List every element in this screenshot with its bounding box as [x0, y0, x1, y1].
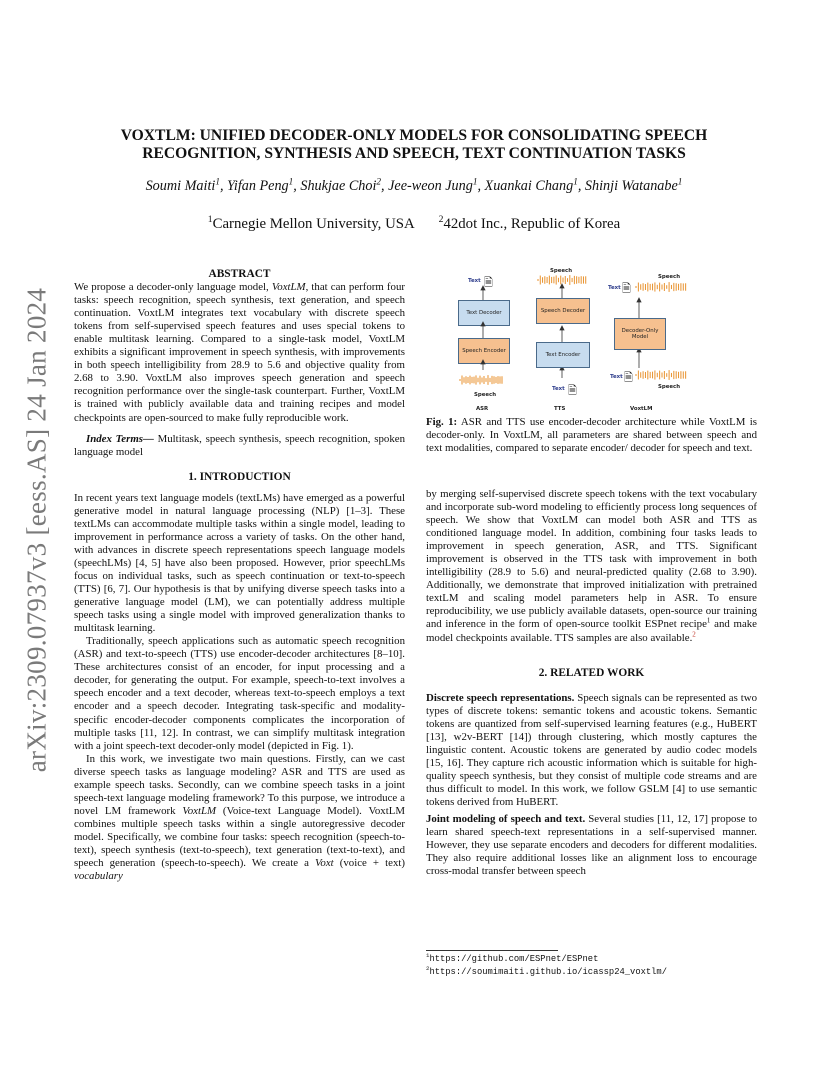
affiliations: $^1$Carnegie Mellon University, USA $^2$42dot Inc., Republic of Korea — [207, 214, 621, 232]
asr-speech-encoder: Speech Encoder — [458, 338, 510, 364]
footnote-link[interactable]: https://github.com/ESPnet/ESPnet — [429, 954, 599, 964]
asr-speech-in-label: Speech — [474, 392, 497, 398]
voxtlm-decoder-only-model: Decoder-Only Model — [614, 318, 666, 350]
footnote-link[interactable]: https://soumimaiti.github.io/icassp24_voxtlm/ — [429, 967, 667, 977]
author: Soumi Maiti — [145, 178, 216, 194]
affiliation: Carnegie Mellon University, USA — [212, 216, 415, 232]
arxiv-sidebar — [12, 280, 62, 780]
document-icon: 🗎 — [622, 282, 631, 295]
index-terms: Index Terms— Multitask, speech synthesis, speech recognition, spoken language model — [74, 432, 406, 458]
tts-label: TTS — [554, 406, 566, 412]
tts-text-in-label: Text — [552, 386, 565, 392]
intro-heading: 1. INTRODUCTION — [188, 470, 291, 483]
author: Jee-weon Jung — [388, 178, 473, 194]
voxtlm-text-in-label: Text — [610, 374, 623, 380]
paper-title: VOXTLM: UNIFIED DECODER-ONLY MODELS FOR CONSOLIDATING SPEECH RECOGNITION, SYNTHESIS AND SPEECH, TEXT CONTINUATION TASKS — [120, 127, 708, 162]
author: Yifan Peng — [227, 178, 289, 194]
abstract-heading: ABSTRACT — [208, 268, 271, 280]
asr-label: ASR — [476, 406, 489, 412]
intro-paragraph-3: In this work, we investigate two main questions. Firstly, can we cast diverse speech tasks as language modeling? ASR and TTS are used as example speech tasks. Secondly, can we combine speech tasks in a joint speech-text language modeling framework? To this purpose, we introduce a novel LM framework VoxtLM (Voice-text Language Model). VoxtLM combines multiple speech tasks within a single autoregressive decoder model. Specifically, we combine four tasks: speech recognition (speech-to-text), speech synthesis (text-to-speech), text generation (text-to-text), and speech generation (speech-to-speech). We create a Voxt (voice + text) vocabulary — [74, 752, 406, 883]
discrete-speech-paragraph: Discrete speech representations. Speech signals can be represented as two types of discrete tokens: semantic tokens and acoustic tokens. Semantic tokens are quantized from self-supervised learning features (e.g., HuBERT [13], w2v-BERT [14]) through clustering, which mostly captures the linguistic content. Acoustic tokens are generated by audio codec models [15, 16]. They capture rich acoustic information which is suitable for high-quality speech synthesis, but they consist of multiple code streams and are thus difficult to model. In this work, we follow GSLM [4] to use semantic tokens derived from HuBERT. — [426, 691, 758, 808]
document-icon: 🗎 — [568, 384, 577, 397]
author: Shukjae Choi — [300, 178, 377, 194]
related-work-heading: 2. RELATED WORK — [538, 666, 645, 679]
tts-speech-out-label: Speech — [550, 268, 573, 274]
footnote-2: $^2$https://soumimaiti.github.io/icassp24_voxtlm/ — [426, 965, 667, 977]
left-column — [74, 268, 405, 883]
tts-text-encoder: Text Encoder — [536, 342, 590, 368]
footnote-1: $^1$https://github.com/ESPnet/ESPnet — [426, 952, 599, 964]
author: Xuankai Chang — [484, 178, 574, 194]
footnote-rule — [426, 950, 558, 951]
tts-speech-decoder: Speech Decoder — [536, 298, 590, 324]
asr-text-out-label: Text — [468, 278, 481, 284]
abstract-text: We propose a decoder-only language model, VoxtLM, that can perform four tasks: speech recognition, speech synthesis, text generation, and speech continuation. VoxtLM integrates text vocabulary with discrete speech tokens from self-supervised speech features and uses special tokens to enable multitask learning. Compared to a single-task model, VoxtLM exhibits a significant improvement in speech synthesis, with improvements in both speech intelligibility from 28.9 to 5.6 and objective quality from 2.68 to 3.90. VoxtLM also improves speech generation and speech recognition performance over the single-task counterpart. Further, VoxtLM is trained with publicly available data and training recipes and model checkpoints are open-sourced to make fully reproducible work. — [74, 281, 405, 424]
document-icon: 🗎 — [484, 276, 493, 289]
voxtlm-speech-out-label: Speech — [658, 274, 681, 280]
author-list: Soumi Maiti$^1$, Yifan Peng$^1$, Shukjae Choi$^2$, Jee-weon Jung$^1$, Xuankai Chang$^1$, Shinji Watanabe$^1$ — [145, 176, 683, 194]
voxtlm-speech-in-label: Speech — [658, 384, 681, 390]
document-icon: 🗎 — [624, 371, 633, 384]
caption-label: Fig. 1: — [426, 416, 458, 428]
intro-paragraph-1: In recent years text language models (textLMs) have emerged as a powerful generative model in natural language processing (NLP) [1–3]. These textLMs can accommodate multiple tasks within a single model, leading to improvement in performance across a variety of tasks. On the other hand, with advances in discrete speech representations speech language models (speechLMs) [4, 5] have also been proposed. However, prior speechLMs focus on individual tasks, such as speech continuation or text-to-speech (TTS) [6, 7]. Our hypothesis is that by unifying diverse speech tasks into a generative language model (LM), we can potentially address multiple speech tasks using a single model with improved generalization thanks to multitask learning. — [74, 491, 405, 635]
intro-paragraph-2: Traditionally, speech applications such as automatic speech recognition (ASR) and text-to-speech (TTS) use encoder-decoder architectures [8–10]. These architectures consist of an encoder, for input processing and a decoder, for generating the output. For example, speech-to-text involves a speech encoder and a text decoder, whereas text-to-speech employs a text encoder and a speech decoder. Integrating task-specific and modality-specific encoder-decoder components complicates the incorporation of multiple tasks [11, 12]. In contrast, we can simplify multitask integration with a joint speech-text decoder-only model (depicted in Fig. 1). — [74, 635, 405, 752]
figure-1-caption: Fig. 1: ASR and TTS use encoder-decoder architecture while VoxtLM is decoder-only. In VoxtLM, all parameters are shared between speech and text modalities, compared to separate encoder/ decoder for speech and text. — [426, 416, 758, 455]
voxtlm-text-out-label: Text — [608, 285, 621, 291]
joint-modeling-paragraph: Joint modeling of speech and text. Several studies [11, 12, 17] propose to learn shared speech-text representations in a self-supervised manner. However, they use separate encoders and decoders for different modalities. They also require additional losses like an alignment loss to encourage cross-modal transfer between speech — [426, 813, 757, 878]
affiliation: 42dot Inc., Republic of Korea — [443, 216, 621, 232]
arxiv-id: arXiv:2309.07937v3 [eess.AS] 24 Jan 2024 — [21, 287, 52, 773]
voxtlm-label: VoxtLM — [630, 406, 653, 412]
right-column — [426, 488, 757, 878]
author: Shinji Watanabe — [584, 178, 678, 194]
intro-continuation: by merging self-supervised discrete speech tokens with the text vocabulary and incorporate sub-word modeling to efficiently process long sequences of speech. We show that VoxtLM can model both ASR and TTS as conditioned language model. In addition, combining four tasks leads to improvement in speech generation, ASR, and TTS. Significant improvement is observed in the TTS task with improvement in both intelligibility (28.9 to 5.6) and neural-predicted quality (2.68 to 3.90). Additionally, we demonstrate that improved initialization with pretrained textLM and scaling model parameters help in ASR. To ensure reproducibility, we use publicly available datasets, open-source our training and inference in the form of open-source toolkit ESPnet recipe$^1$ and make model checkpoints available. TTS samples are also available.$^2$ — [426, 488, 757, 644]
figure-1-diagram — [426, 266, 757, 414]
asr-text-decoder: Text Decoder — [458, 300, 510, 326]
